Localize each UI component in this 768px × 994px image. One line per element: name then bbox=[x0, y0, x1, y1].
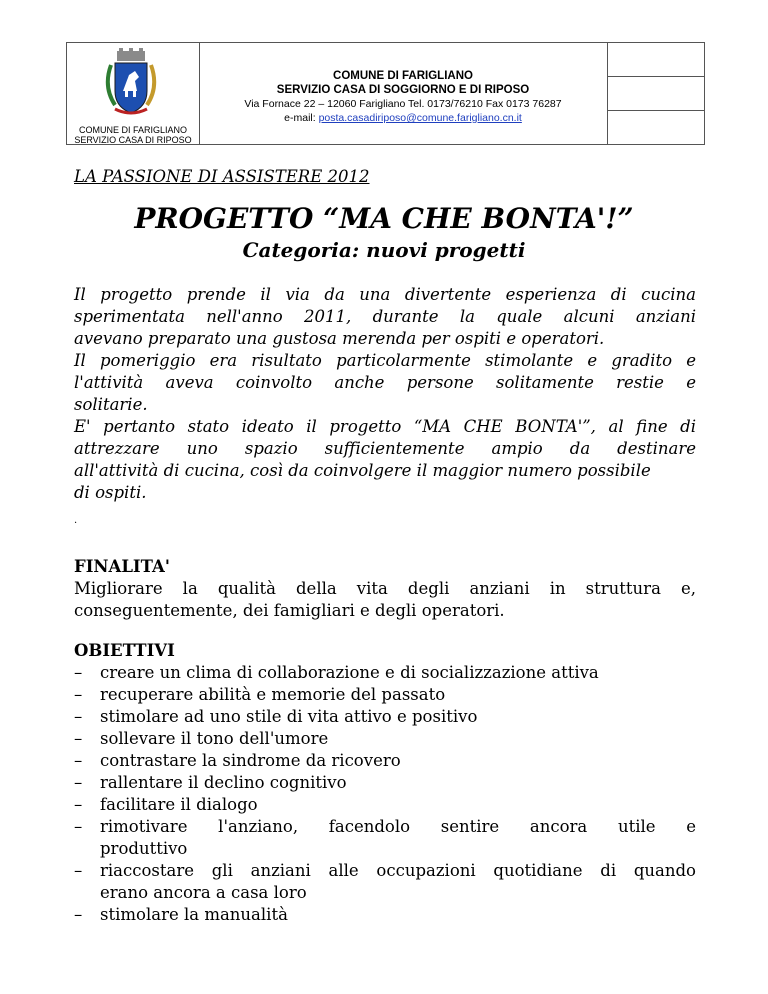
logo-caption-line-2: SERVIZIO CASA DI RIPOSO bbox=[74, 135, 192, 145]
intro-line: all'attività di cucina, così da coinvolgere il maggior numero possibile bbox=[74, 461, 651, 480]
letterhead-center bbox=[199, 43, 607, 144]
email-link[interactable]: posta.casadiriposo@comune.farigliano.cn.it bbox=[318, 112, 522, 124]
list-item-text: facilitare il dialogo bbox=[100, 795, 258, 814]
list-item-text: stimolare la manualità bbox=[100, 905, 288, 924]
logo-caption-line-1: COMUNE DI FARIGLIANO bbox=[78, 125, 187, 135]
finalita-heading: FINALITA' bbox=[74, 557, 170, 576]
intro-line: l'attività aveva coinvolto anche persone solitamente restie e bbox=[74, 373, 696, 392]
bullet-dash: – bbox=[74, 795, 83, 814]
coat-of-arms-logo bbox=[101, 47, 161, 119]
list-item-text: contrastare la sindrome da ricovero bbox=[100, 751, 401, 770]
list-item-text: sollevare il tono dell'umore bbox=[100, 729, 329, 748]
intro-line: sperimentata nell'anno 2011, durante la quale alcuni anziani bbox=[74, 307, 696, 326]
bullet-dash: – bbox=[74, 685, 83, 704]
list-item-text: stimolare ad uno stile di vita attivo e positivo bbox=[100, 707, 478, 726]
address: Via Fornace 22 – 12060 Farigliano Tel. 0173/76210 Fax 0173 76287 bbox=[244, 98, 562, 110]
bullet-dash: – bbox=[74, 861, 83, 880]
letterhead-right-boxes bbox=[607, 43, 705, 144]
list-item-text: rallentare il declino cognitivo bbox=[100, 773, 347, 792]
bullet-dash: – bbox=[74, 707, 83, 726]
bullet-dash: – bbox=[74, 751, 83, 770]
list-item-text: creare un clima di collaborazione e di socializzazione attiva bbox=[100, 663, 599, 682]
finalita-line: conseguentemente, dei famigliari e degli operatori. bbox=[74, 601, 505, 620]
intro-line: avevano preparato una gustosa merenda per ospiti e operatori. bbox=[74, 329, 605, 348]
stray-dot: . bbox=[74, 515, 78, 526]
list-item-text: erano ancora a casa loro bbox=[100, 883, 307, 902]
intro-line: attrezzare uno spazio sufficientemente ampio da destinare bbox=[74, 439, 696, 458]
intro-line: solitarie. bbox=[74, 395, 148, 414]
email-label: e-mail: bbox=[284, 112, 316, 124]
bullet-dash: – bbox=[74, 905, 83, 924]
list-item-text: recuperare abilità e memorie del passato bbox=[100, 685, 446, 704]
bullet-dash: – bbox=[74, 663, 83, 682]
service-name: SERVIZIO CASA DI SOGGIORNO E DI RIPOSO bbox=[276, 84, 530, 96]
bullet-dash: – bbox=[74, 729, 83, 748]
list-item-text: riaccostare gli anziani alle occupazioni quotidiane di quando bbox=[100, 861, 696, 880]
list-item-text: rimotivare l'anziano, facendolo sentire ancora utile e bbox=[100, 817, 696, 836]
obiettivi-heading: OBIETTIVI bbox=[74, 641, 175, 660]
intro-line: di ospiti. bbox=[74, 483, 147, 502]
project-title: PROGETTO “MA CHE BONTA'!” bbox=[134, 202, 634, 235]
intro-line: Il pomeriggio era risultato particolarmente stimolante e gradito e bbox=[74, 351, 696, 370]
email-line bbox=[199, 112, 607, 124]
box-divider bbox=[608, 76, 705, 77]
list-item-text: produttivo bbox=[100, 839, 188, 858]
category-subtitle: Categoria: nuovi progetti bbox=[242, 238, 526, 262]
logo-cell bbox=[67, 43, 200, 144]
event-title: LA PASSIONE DI ASSISTERE 2012 bbox=[74, 167, 370, 186]
intro-line: E' pertanto stato ideato il progetto “MA CHE BONTA'”, al fine di bbox=[74, 417, 696, 436]
bullet-dash: – bbox=[74, 773, 83, 792]
box-divider bbox=[608, 110, 705, 111]
intro-line: Il progetto prende il via da una divertente esperienza di cucina bbox=[74, 285, 696, 304]
bullet-dash: – bbox=[74, 817, 83, 836]
org-name: COMUNE DI FARIGLIANO bbox=[333, 70, 473, 82]
finalita-line: Migliorare la qualità della vita degli anziani in struttura e, bbox=[74, 579, 696, 598]
letterhead bbox=[66, 42, 705, 145]
